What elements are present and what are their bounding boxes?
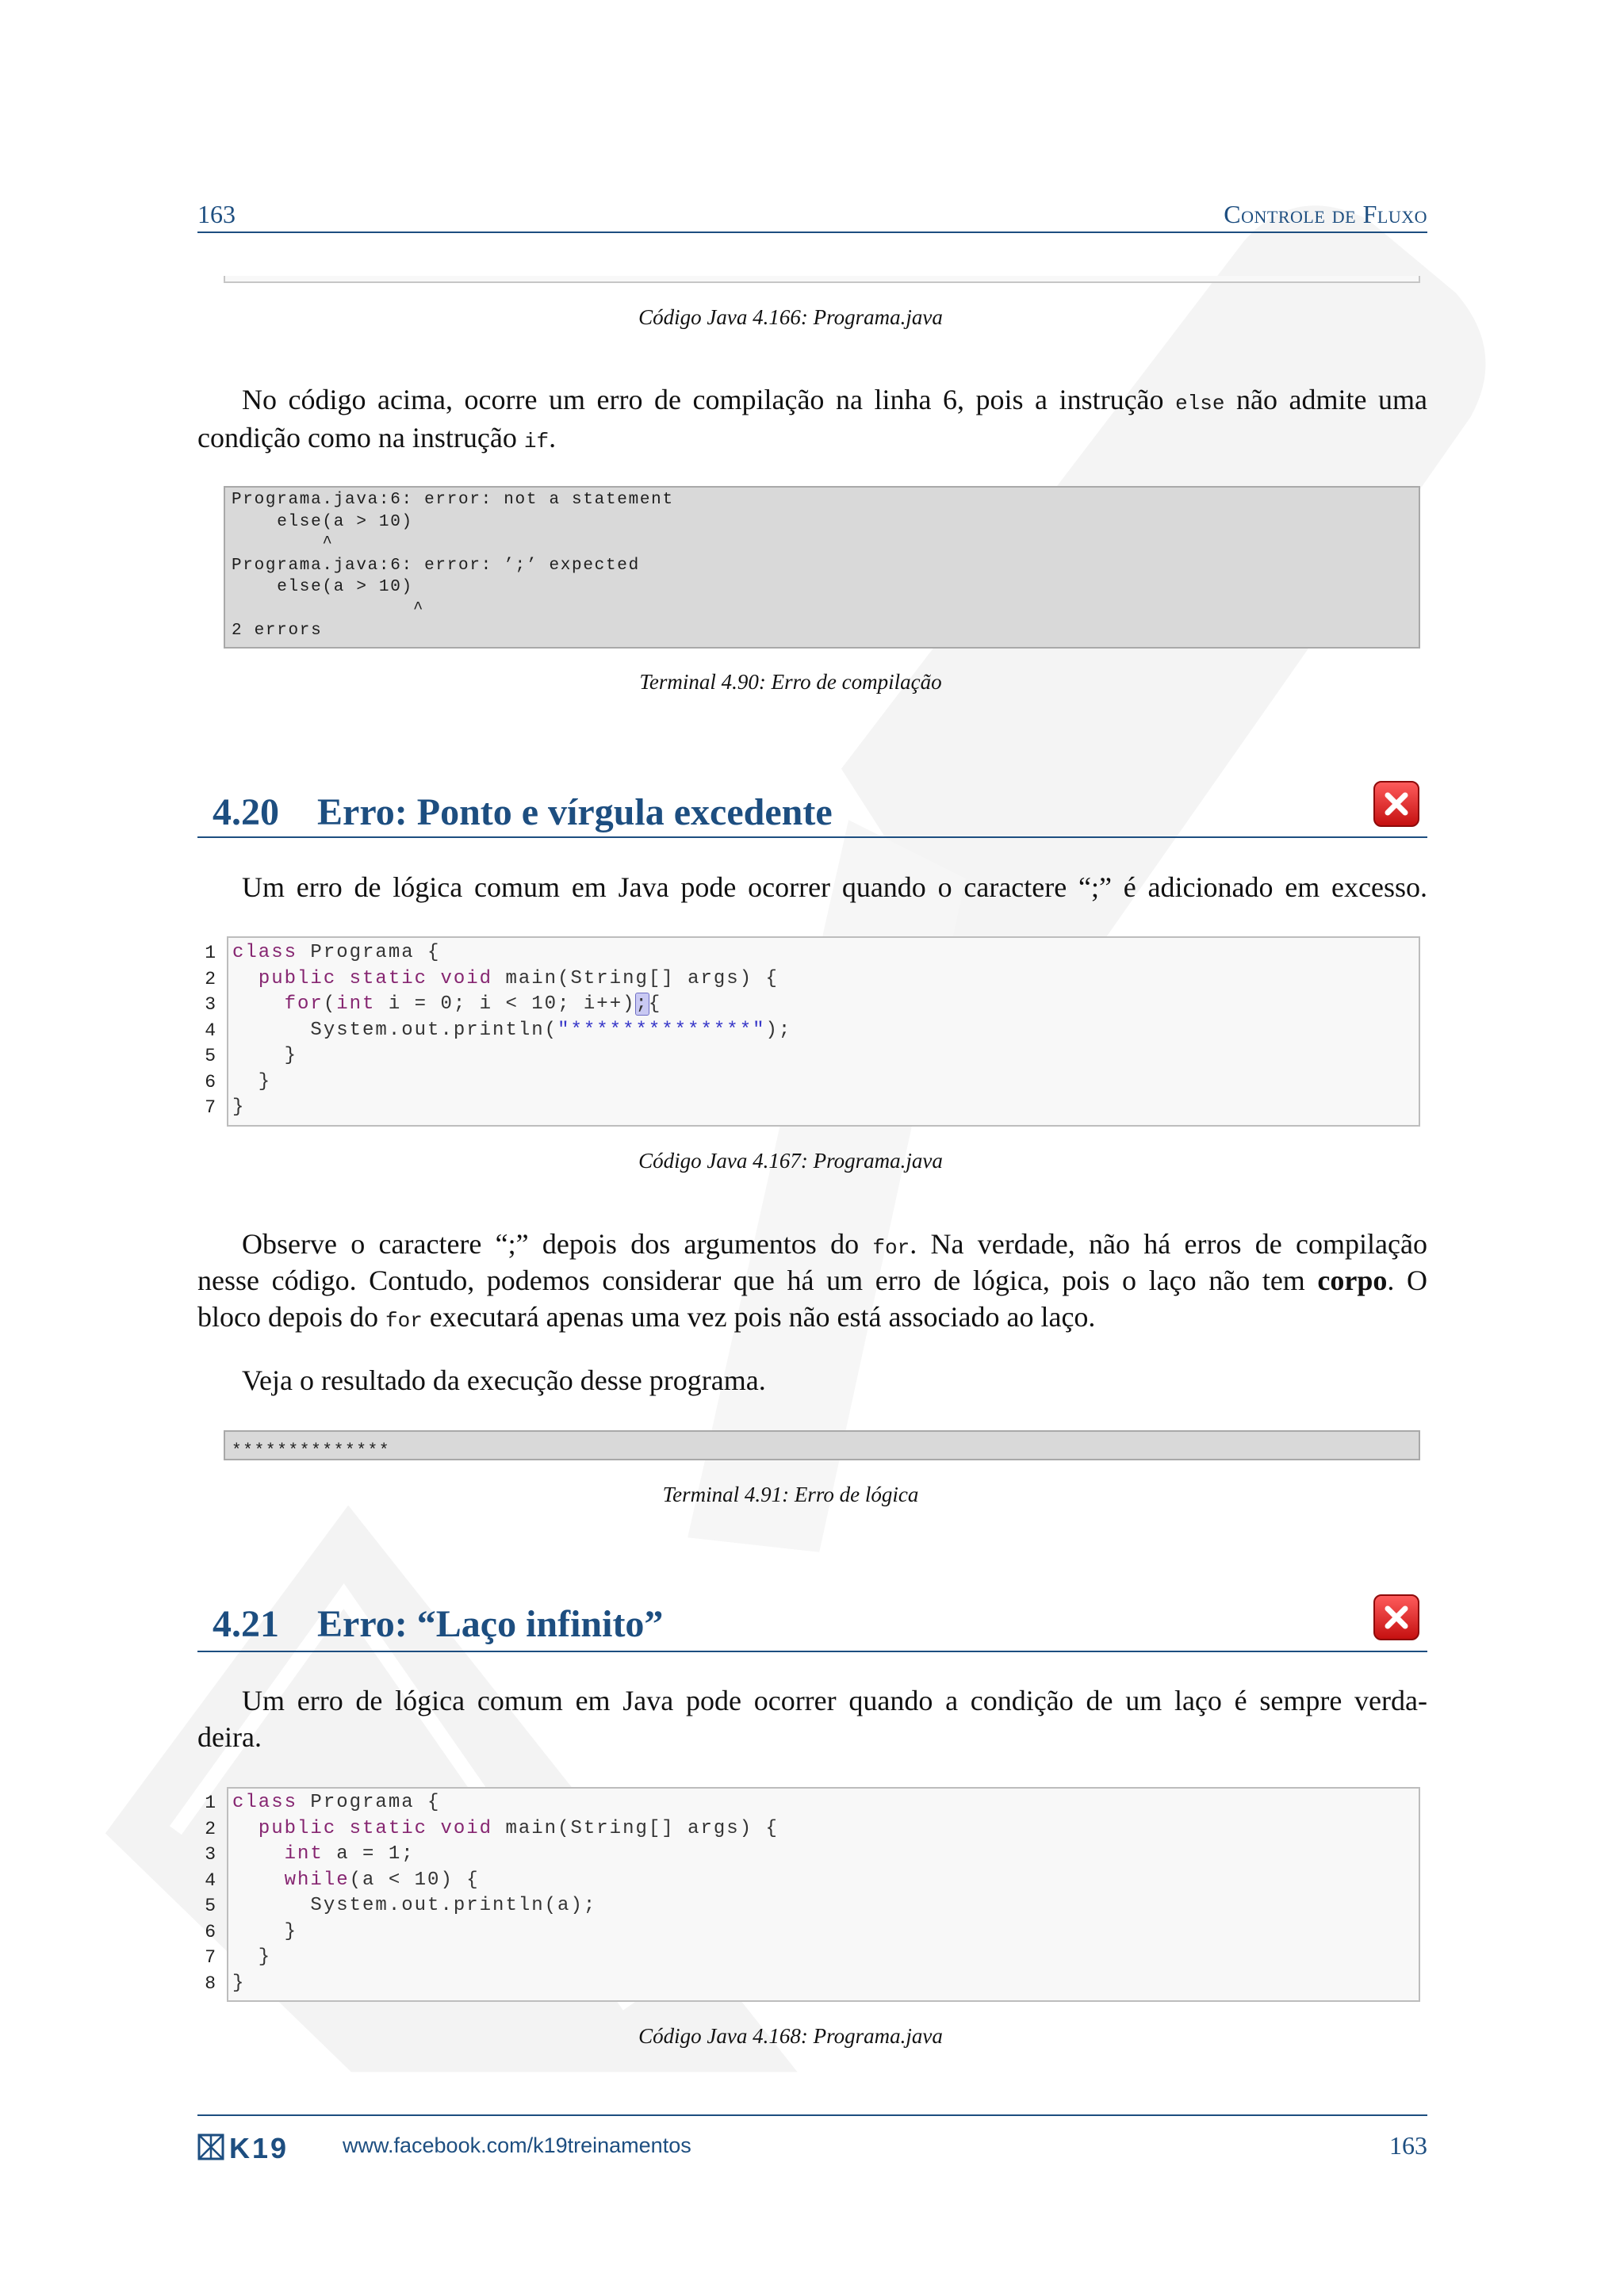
line-number: 7 <box>205 1947 216 1968</box>
code-listing <box>0 940 1427 1121</box>
code-token: Programa { <box>297 1792 441 1813</box>
text: . Na verdade, não há erros de compilação <box>910 1228 1427 1260</box>
code-token: main(String[] args) { <box>492 1817 779 1839</box>
line-number: 2 <box>205 968 216 989</box>
code-token <box>232 993 285 1015</box>
code-text <box>232 1868 480 1894</box>
section-rule <box>197 1651 1427 1652</box>
code-token <box>232 1818 259 1839</box>
code-token: } <box>232 1096 246 1118</box>
code-token: System.out.println(a); <box>232 1895 597 1916</box>
text: . O <box>1387 1265 1427 1296</box>
paragraph-line: Um erro de lógica comum em Java pode ocorrer quando o caractere “;” é adicionado em excesso. <box>242 871 1427 903</box>
logo-text: K19 <box>229 2133 289 2161</box>
facebook-link[interactable]: www.facebook.com/k19treinamentos <box>343 2133 691 2157</box>
line-number: 2 <box>205 1818 216 1839</box>
code-token: ( <box>323 993 337 1015</box>
section-title: Erro: Ponto e vírgula excedente <box>317 791 833 833</box>
code-keyword: int <box>336 993 376 1015</box>
paragraph-line <box>197 1262 1427 1299</box>
code-token: (a < 10) { <box>349 1869 480 1891</box>
code-token: } <box>232 1972 246 1994</box>
text: No código acima, ocorre um erro de compilação na linha 6, pois a instrução <box>242 384 1176 415</box>
code-text <box>232 1018 791 1044</box>
code-token: System.out.println( <box>232 1019 558 1041</box>
code-line <box>0 1043 1427 1070</box>
line-number: 3 <box>205 994 216 1015</box>
code-token: { <box>648 993 662 1015</box>
code-text <box>232 1095 245 1121</box>
code-line <box>0 940 1427 966</box>
code-keyword: class <box>232 942 298 963</box>
inline-code: else <box>1175 392 1225 415</box>
code-line <box>0 966 1427 993</box>
code-listing-remnant <box>224 276 1420 283</box>
terminal-caption: Terminal 4.91: Erro de lógica <box>662 1483 919 1506</box>
terminal-box <box>224 1430 1420 1460</box>
code-token: } <box>232 1946 272 1968</box>
text: Observe o caractere “;” depois dos argumentos do <box>242 1228 873 1260</box>
line-number: 8 <box>205 1973 216 1994</box>
code-line <box>0 1018 1427 1044</box>
code-token: i = 0; i < 10; i++) <box>375 993 636 1015</box>
code-text <box>232 1842 415 1868</box>
text: executará apenas uma vez pois não está associado ao laço. <box>422 1301 1096 1333</box>
code-line <box>0 1919 1427 1946</box>
line-number: 6 <box>205 1921 216 1942</box>
paragraph-line <box>242 1226 1427 1266</box>
paragraph-line: Veja o resultado da execução desse programa. <box>242 1364 766 1396</box>
terminal-caption: Terminal 4.90: Erro de compilação <box>639 670 942 694</box>
code-token: Programa { <box>297 942 441 963</box>
text: bloco depois do <box>197 1301 385 1333</box>
code-line <box>0 1790 1427 1816</box>
inline-code: if <box>523 430 550 453</box>
line-number: 4 <box>205 1869 216 1891</box>
code-text <box>232 1070 271 1096</box>
section-number: 4.20 <box>213 791 279 833</box>
line-number: 5 <box>205 1046 216 1066</box>
terminal-output <box>232 489 674 642</box>
section-number: 4.21 <box>213 1603 279 1645</box>
footer-rule <box>197 2114 1427 2116</box>
error-icon <box>1373 1594 1420 1641</box>
listing-caption: Código Java 4.166: Programa.java <box>638 305 943 329</box>
code-keyword: while <box>284 1869 350 1891</box>
terminal-line: Programa.java:6: error: ’;’ expected <box>232 556 640 575</box>
code-token: } <box>232 1045 298 1066</box>
code-line <box>0 1816 1427 1843</box>
line-number: 1 <box>205 1793 216 1813</box>
code-line <box>0 992 1427 1018</box>
code-token: } <box>232 1920 298 1942</box>
code-listing <box>0 1790 1427 1996</box>
text: nesse código. Contudo, podemos considerar que há um erro de lógica, pois o laço não tem <box>197 1265 1318 1296</box>
code-line <box>0 1095 1427 1121</box>
code-text <box>232 992 661 1018</box>
code-keyword: class <box>232 1792 298 1813</box>
code-line <box>0 1868 1427 1894</box>
code-token <box>232 1843 285 1865</box>
code-keyword: for <box>284 993 324 1015</box>
terminal-line: ************** <box>232 1442 391 1460</box>
code-line <box>0 1945 1427 1971</box>
listing-caption: Código Java 4.168: Programa.java <box>638 2024 943 2048</box>
code-text <box>232 966 779 993</box>
header-page-number: 163 <box>197 200 236 228</box>
code-token: a = 1; <box>323 1843 415 1865</box>
code-text <box>232 1790 440 1816</box>
section-title: Erro: “Laço infinito” <box>317 1603 664 1645</box>
code-line <box>0 1070 1427 1096</box>
paragraph-line <box>197 419 1427 460</box>
code-token: ); <box>765 1019 792 1041</box>
terminal-line: else(a > 10) <box>232 512 413 531</box>
line-number: 5 <box>205 1896 216 1916</box>
code-text <box>232 1816 779 1843</box>
code-line <box>0 1842 1427 1868</box>
code-token <box>232 968 259 989</box>
text: condição como na instrução <box>197 422 524 453</box>
code-text <box>232 1971 245 1997</box>
terminal-line: Programa.java:6: error: not a statement <box>232 491 674 509</box>
terminal-line: else(a > 10) <box>232 578 413 596</box>
header-chapter-title: Controle de Fluxo <box>1224 200 1427 228</box>
paragraph-line <box>242 381 1427 422</box>
line-number: 3 <box>205 1844 216 1865</box>
inline-code: for <box>872 1236 910 1260</box>
line-number: 6 <box>205 1071 216 1093</box>
line-number: 7 <box>205 1097 216 1118</box>
code-text <box>232 1919 297 1946</box>
code-text <box>232 1043 297 1070</box>
terminal-line: ^ <box>232 534 334 553</box>
code-keyword: int <box>284 1843 324 1865</box>
code-line <box>0 1893 1427 1919</box>
code-token <box>232 1869 285 1891</box>
paragraph-line: Um erro de lógica comum em Java pode ocorrer quando a condição de um laço é sempre verda- <box>242 1685 1427 1716</box>
text: . <box>549 422 557 453</box>
error-icon <box>1373 780 1420 828</box>
code-line <box>0 1971 1427 1997</box>
text: não admite uma <box>1224 384 1427 415</box>
section-rule <box>197 836 1427 838</box>
code-keyword: public static void <box>258 1817 493 1839</box>
paragraph-line <box>197 1299 1427 1339</box>
code-text <box>232 940 440 966</box>
line-number: 4 <box>205 1020 216 1041</box>
footer-page-number: 163 <box>1389 2131 1427 2160</box>
k19-logo-icon <box>197 2133 324 2161</box>
terminal-line: 2 errors <box>232 622 323 640</box>
code-keyword: public static void <box>258 967 493 989</box>
listing-caption: Código Java 4.167: Programa.java <box>638 1149 943 1173</box>
header-rule <box>197 232 1427 233</box>
terminal-output <box>232 1441 390 1463</box>
code-text <box>232 1945 271 1971</box>
code-string: "**************" <box>557 1019 766 1041</box>
code-text <box>232 1893 596 1919</box>
terminal-line: ^ <box>232 599 425 618</box>
paragraph-line: deira. <box>197 1721 262 1753</box>
highlighted-semicolon: ; <box>635 993 649 1015</box>
bold-term: corpo <box>1317 1265 1388 1296</box>
inline-code: for <box>385 1309 423 1333</box>
code-token: } <box>232 1070 272 1093</box>
code-token: main(String[] args) { <box>492 967 779 989</box>
line-number: 1 <box>205 943 216 963</box>
